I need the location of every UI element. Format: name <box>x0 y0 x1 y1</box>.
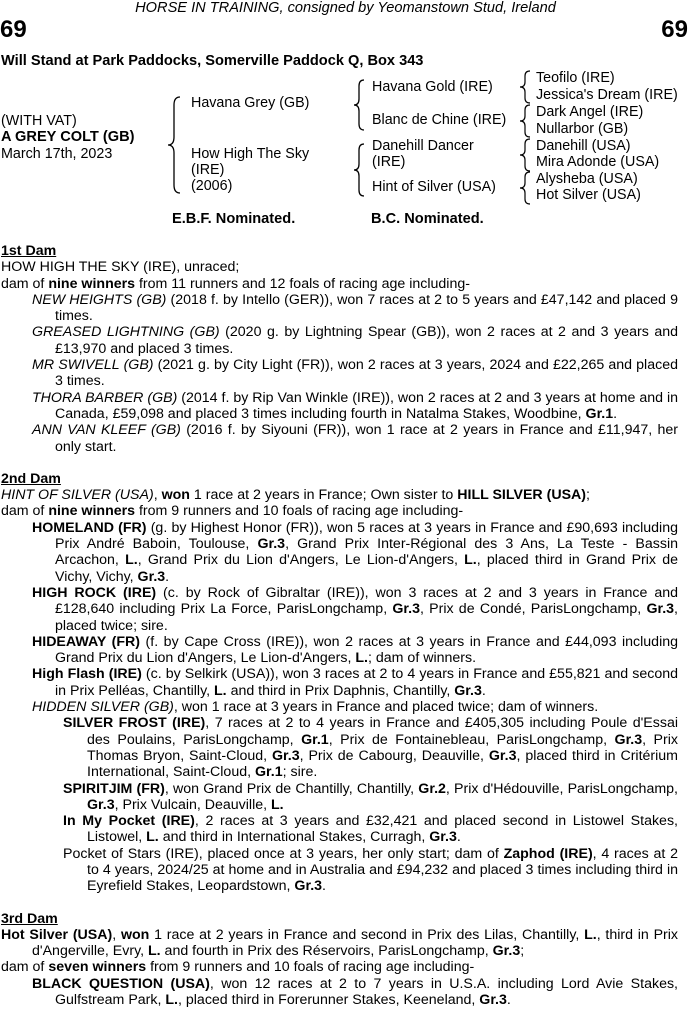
text: , Prix d'Hédouville, ParisLongchamp, <box>445 780 678 797</box>
text: . <box>322 878 326 895</box>
sire-dam-dam: Nullarbor (GB) <box>536 121 629 137</box>
grade: L. <box>146 829 159 846</box>
pedigree-brace-ds <box>518 137 534 173</box>
progeny-name: BLACK QUESTION (USA) <box>32 975 210 992</box>
text: (2021 g. by City Light (FR)), won 2 races at 3 years, 2024 and £22,265 and placed 3 times. <box>55 357 678 390</box>
text: . <box>165 568 170 585</box>
text: , <box>153 487 162 504</box>
text: ; <box>586 487 590 504</box>
text: (c. by Rock of Gibraltar (IRE)), won 3 races at 2 and 3 years in France and £128,640 including Prix La Force, ParisLongchamp, <box>55 584 678 618</box>
first-dam-name-line: HOW HIGH THE SKY (IRE), unraced; <box>1 259 240 276</box>
grade: Gr.1 <box>255 764 283 781</box>
progeny-name: THORA BARBER (GB) <box>32 389 178 406</box>
text: Pocket of Stars (IRE), placed once at 3 years, her only start; dam of <box>63 845 504 862</box>
text: (2014 f. by Rip Van Winkle (IRE)), won 2 races at 2 and 3 years at home and in Canada, £59,098 and placed 3 times including fourth in Natalma Stakes, Woodbine, <box>55 389 678 422</box>
grade: Gr.3 <box>454 682 482 699</box>
text: 1 race at 2 years in France; Own sister to <box>189 487 458 504</box>
text: (c. by Selkirk (USA)), won 3 races at 2 to 4 years in France and £55,821 and second in Prix Pelléas, Chantilly, <box>55 666 679 699</box>
text: (g. by Highest Honor (FR)), won 5 races at 3 years in France and £90,693 including Prix André Baboin, Toulouse, <box>55 519 678 553</box>
progeny-name: In My Pocket (IRE) <box>63 813 195 830</box>
sire: Havana Grey (GB) <box>191 95 310 111</box>
grade: Gr.3 <box>479 992 507 1009</box>
text: (f. by Cape Cross (IRE)), won 2 races at 3 years in France and £44,093 including Grand Prix du Lion d'Angers, Le Lion-d'Angers, <box>55 633 678 667</box>
progeny-name: HIGH ROCK (IRE) <box>32 584 157 601</box>
pedigree-brace-sd <box>518 103 534 139</box>
winners-count: seven winners <box>48 959 147 976</box>
ebf-nominated: E.B.F. Nominated. <box>172 211 296 227</box>
dam-name-line2: (IRE) <box>191 162 225 178</box>
grade: L. <box>271 796 284 813</box>
dam-name-line3: (2006) <box>191 178 233 194</box>
progeny-entry <box>1 324 678 357</box>
text: , Grand Prix Inter-Régional des 3 Ans, La Teste - Bassin Arcachon, <box>55 536 679 569</box>
foaling-date: March 17th, 2023 <box>1 146 113 162</box>
winners-count: nine winners <box>48 275 136 292</box>
pedigree-brace-ss <box>518 69 534 105</box>
text: won <box>120 926 150 943</box>
progeny-entry <box>1 357 678 390</box>
text: . <box>506 992 511 1009</box>
dam-sire-dam: Mira Adonde (USA) <box>536 154 660 170</box>
progeny-name: MR SWIVELL (GB) <box>32 357 154 374</box>
grade: Gr.3 <box>392 601 420 618</box>
second-dam-section <box>1 471 678 895</box>
grand-progeny-entry <box>1 715 678 780</box>
dam-dam: Hint of Silver (USA) <box>372 179 496 195</box>
progeny-name: SILVER FROST (IRE) <box>63 715 206 732</box>
progeny-entry <box>1 699 678 715</box>
lot-number-right: 69 <box>661 16 688 43</box>
text: , third in Prix d'Angerville, Evry, <box>32 926 678 960</box>
second-dam-title: 2nd Dam <box>1 470 61 487</box>
text: , won 1 race at 3 years in France and placed twice; dam of winners. <box>173 699 599 716</box>
text: ; <box>520 943 525 960</box>
second-dam-produce-line <box>1 503 678 519</box>
text: , placed third in Grand Prix de Vichy, Vichy, <box>55 552 679 585</box>
text: . <box>613 405 618 422</box>
pedigree-brace-sire <box>352 78 370 132</box>
dam-dam-dam: Hot Silver (USA) <box>536 187 641 203</box>
text: , Grand Prix du Lion d'Angers, Le Lion-d'Angers, <box>137 552 465 569</box>
text: , 7 races at 2 to 4 years in France and £405,305 including Poule d'Essai des Poulains, ParisLongchamp, <box>87 715 679 748</box>
text: , Prix de Fontainebleau, ParisLongchamp, <box>328 731 615 748</box>
third-dam-title: 3rd Dam <box>1 910 58 927</box>
text: and third in Prix Daphnis, Chantilly, <box>226 682 455 699</box>
progeny-name: HIDDEN SILVER (GB) <box>32 699 174 716</box>
text: 1 race at 2 years in France and second in Prix des Lilas, Chantilly, <box>149 926 585 943</box>
pedigree-brace-dd <box>518 170 534 206</box>
text: , <box>112 926 121 943</box>
progeny-name: High Flash (IRE) <box>32 666 142 683</box>
bc-nominated: B.C. Nominated. <box>371 211 484 227</box>
third-dam-produce-line <box>1 959 678 975</box>
text: . <box>481 682 486 699</box>
grade: Gr.2 <box>418 780 446 797</box>
grade: Gr.3 <box>646 601 675 618</box>
progeny-entry <box>1 390 678 423</box>
lot-number-left: 69 <box>0 16 27 43</box>
dam-sire-line2: (IRE) <box>372 154 406 170</box>
progeny-entry <box>1 634 678 667</box>
grade: Gr.3 <box>614 731 643 748</box>
text: and third in International Stakes, Curragh, <box>158 829 430 846</box>
text: (2018 f. by Intello (GER)), won 7 races at 2 to 5 years and £47,142 and placed 9 times. <box>55 291 678 325</box>
progeny-name: SPIRITJIM (FR) <box>63 780 165 797</box>
progeny-name: ANN VAN KLEEF (GB) <box>32 422 181 439</box>
grade: L. <box>148 943 161 960</box>
text: dam of <box>1 959 49 976</box>
grade: L. <box>125 552 138 569</box>
grade: Gr.3 <box>294 878 323 895</box>
grade: L. <box>584 926 597 943</box>
progeny-entry <box>1 666 678 699</box>
winners-count: nine winners <box>48 503 136 520</box>
dam-name: HINT OF SILVER (USA) <box>1 487 154 504</box>
text: , Prix Vulcain, Deauville, <box>114 796 271 813</box>
third-dam-name-line <box>1 927 678 960</box>
pedigree-brace-main <box>166 95 186 195</box>
dam-sire-line1: Danehill Dancer <box>372 138 474 154</box>
text: , 4 races at 2 to 4 years, 2024/25 at home and in Australia and £94,232 and placed 3 times including third in Eyrefield Stakes, Leopardstown, <box>87 845 678 895</box>
progeny-name: HIDEAWAY (FR) <box>32 633 141 650</box>
text: and fourth in Prix des Réservoirs, ParisLongchamp, <box>160 943 493 960</box>
grade: Gr.3 <box>492 943 521 960</box>
text: , Prix de Cabourg, Deauville, <box>299 747 489 764</box>
text: (2020 g. by Lightning Spear (GB)), won 2 races at 2 and 3 years and £13,970 and placed 3 times. <box>55 324 678 357</box>
grade: Gr.3 <box>488 747 517 764</box>
progeny-entry <box>1 422 678 455</box>
text: , Prix Thomas Bryon, Saint-Cloud, <box>87 731 678 764</box>
text: from 9 runners and 10 foals of racing age including- <box>146 959 475 976</box>
vat-note: (WITH VAT) <box>1 113 77 129</box>
text: from 11 runners and 12 foals of racing age including- <box>135 275 470 292</box>
text: , Prix de Condé, ParisLongchamp, <box>419 601 647 618</box>
sibling-name: HILL SILVER (USA) <box>457 487 587 504</box>
first-dam-produce-line <box>1 276 678 292</box>
sire-sire-dam: Jessica's Dream (IRE) <box>536 87 678 103</box>
text: ; sire. <box>282 764 318 781</box>
grand-progeny-entry <box>1 846 678 895</box>
grand-progeny-entry <box>1 781 678 814</box>
first-dam-title: 1st Dam <box>1 243 57 259</box>
text: dam of <box>1 275 49 292</box>
pedigree-brace-dam <box>352 142 370 198</box>
dam-dam-sire: Alysheba (USA) <box>536 171 638 187</box>
consignor-line: HORSE IN TRAINING, consigned by Yeomanstown Stud, Ireland <box>135 0 556 16</box>
text: dam of <box>1 503 49 520</box>
text: ; dam of winners. <box>368 650 477 667</box>
dam-name-line1: How High The Sky <box>191 146 310 162</box>
text: . <box>456 829 461 846</box>
progeny-name: NEW HEIGHTS (GB) <box>32 291 167 308</box>
catalogue-body <box>1 243 678 1024</box>
grade: L. <box>214 682 227 699</box>
stand-location: Will Stand at Park Paddocks, Somerville Paddock Q, Box 343 <box>1 53 424 69</box>
sire-dam: Blanc de Chine (IRE) <box>372 112 507 128</box>
progeny-name: HOMELAND (FR) <box>32 519 147 536</box>
progeny-entry <box>1 585 678 634</box>
grade: L. <box>165 992 178 1009</box>
first-dam-section <box>1 243 678 455</box>
grade: Gr.1 <box>585 405 614 422</box>
grade: Gr.3 <box>137 568 166 585</box>
sire-dam-sire: Dark Angel (IRE) <box>536 104 644 120</box>
text: (2016 f. by Siyouni (FR)), won 1 race at 2 years in France and £11,947, her only start. <box>55 422 678 455</box>
text: , won Grand Prix de Chantilly, Chantilly, <box>164 780 419 797</box>
grand-progeny-entry <box>1 813 678 846</box>
text: , placed twice; sire. <box>55 601 678 634</box>
grade: Gr.3 <box>87 796 115 813</box>
text: , placed third in Critérium International, Saint-Cloud, <box>87 747 678 781</box>
grade: Gr.3 <box>272 747 300 764</box>
dam-name: Hot Silver (USA) <box>1 926 113 943</box>
grade: Gr.3 <box>257 536 286 553</box>
sire-sire-sire: Teofilo (IRE) <box>536 70 615 86</box>
text: from 9 runners and 10 foals of racing age including- <box>135 503 464 520</box>
grade: L. <box>464 552 477 569</box>
progeny-name: GREASED LIGHTNING (GB) <box>32 324 220 341</box>
sire-sire: Havana Gold (IRE) <box>372 79 493 95</box>
text: won <box>161 487 190 504</box>
text: , placed third in Forerunner Stakes, Keeneland, <box>178 992 480 1009</box>
text: , 2 races at 3 years and £32,421 and placed second in Listowel Stakes, Listowel, <box>87 813 678 846</box>
progeny-entry <box>1 976 678 1009</box>
progeny-name: Zaphod (IRE) <box>503 845 593 862</box>
text: , won 12 races at 2 to 7 years in U.S.A. including Lord Avie Stakes, Gulfstream Park, <box>55 975 678 1009</box>
horse-description: A GREY COLT (GB) <box>1 129 135 145</box>
dam-sire-sire: Danehill (USA) <box>536 138 631 154</box>
progeny-entry <box>1 520 678 585</box>
grade: Gr.3 <box>429 829 457 846</box>
grade: Gr.1 <box>301 731 329 748</box>
grade: L. <box>355 650 368 667</box>
second-dam-name-line <box>1 487 678 503</box>
progeny-entry <box>1 292 678 325</box>
